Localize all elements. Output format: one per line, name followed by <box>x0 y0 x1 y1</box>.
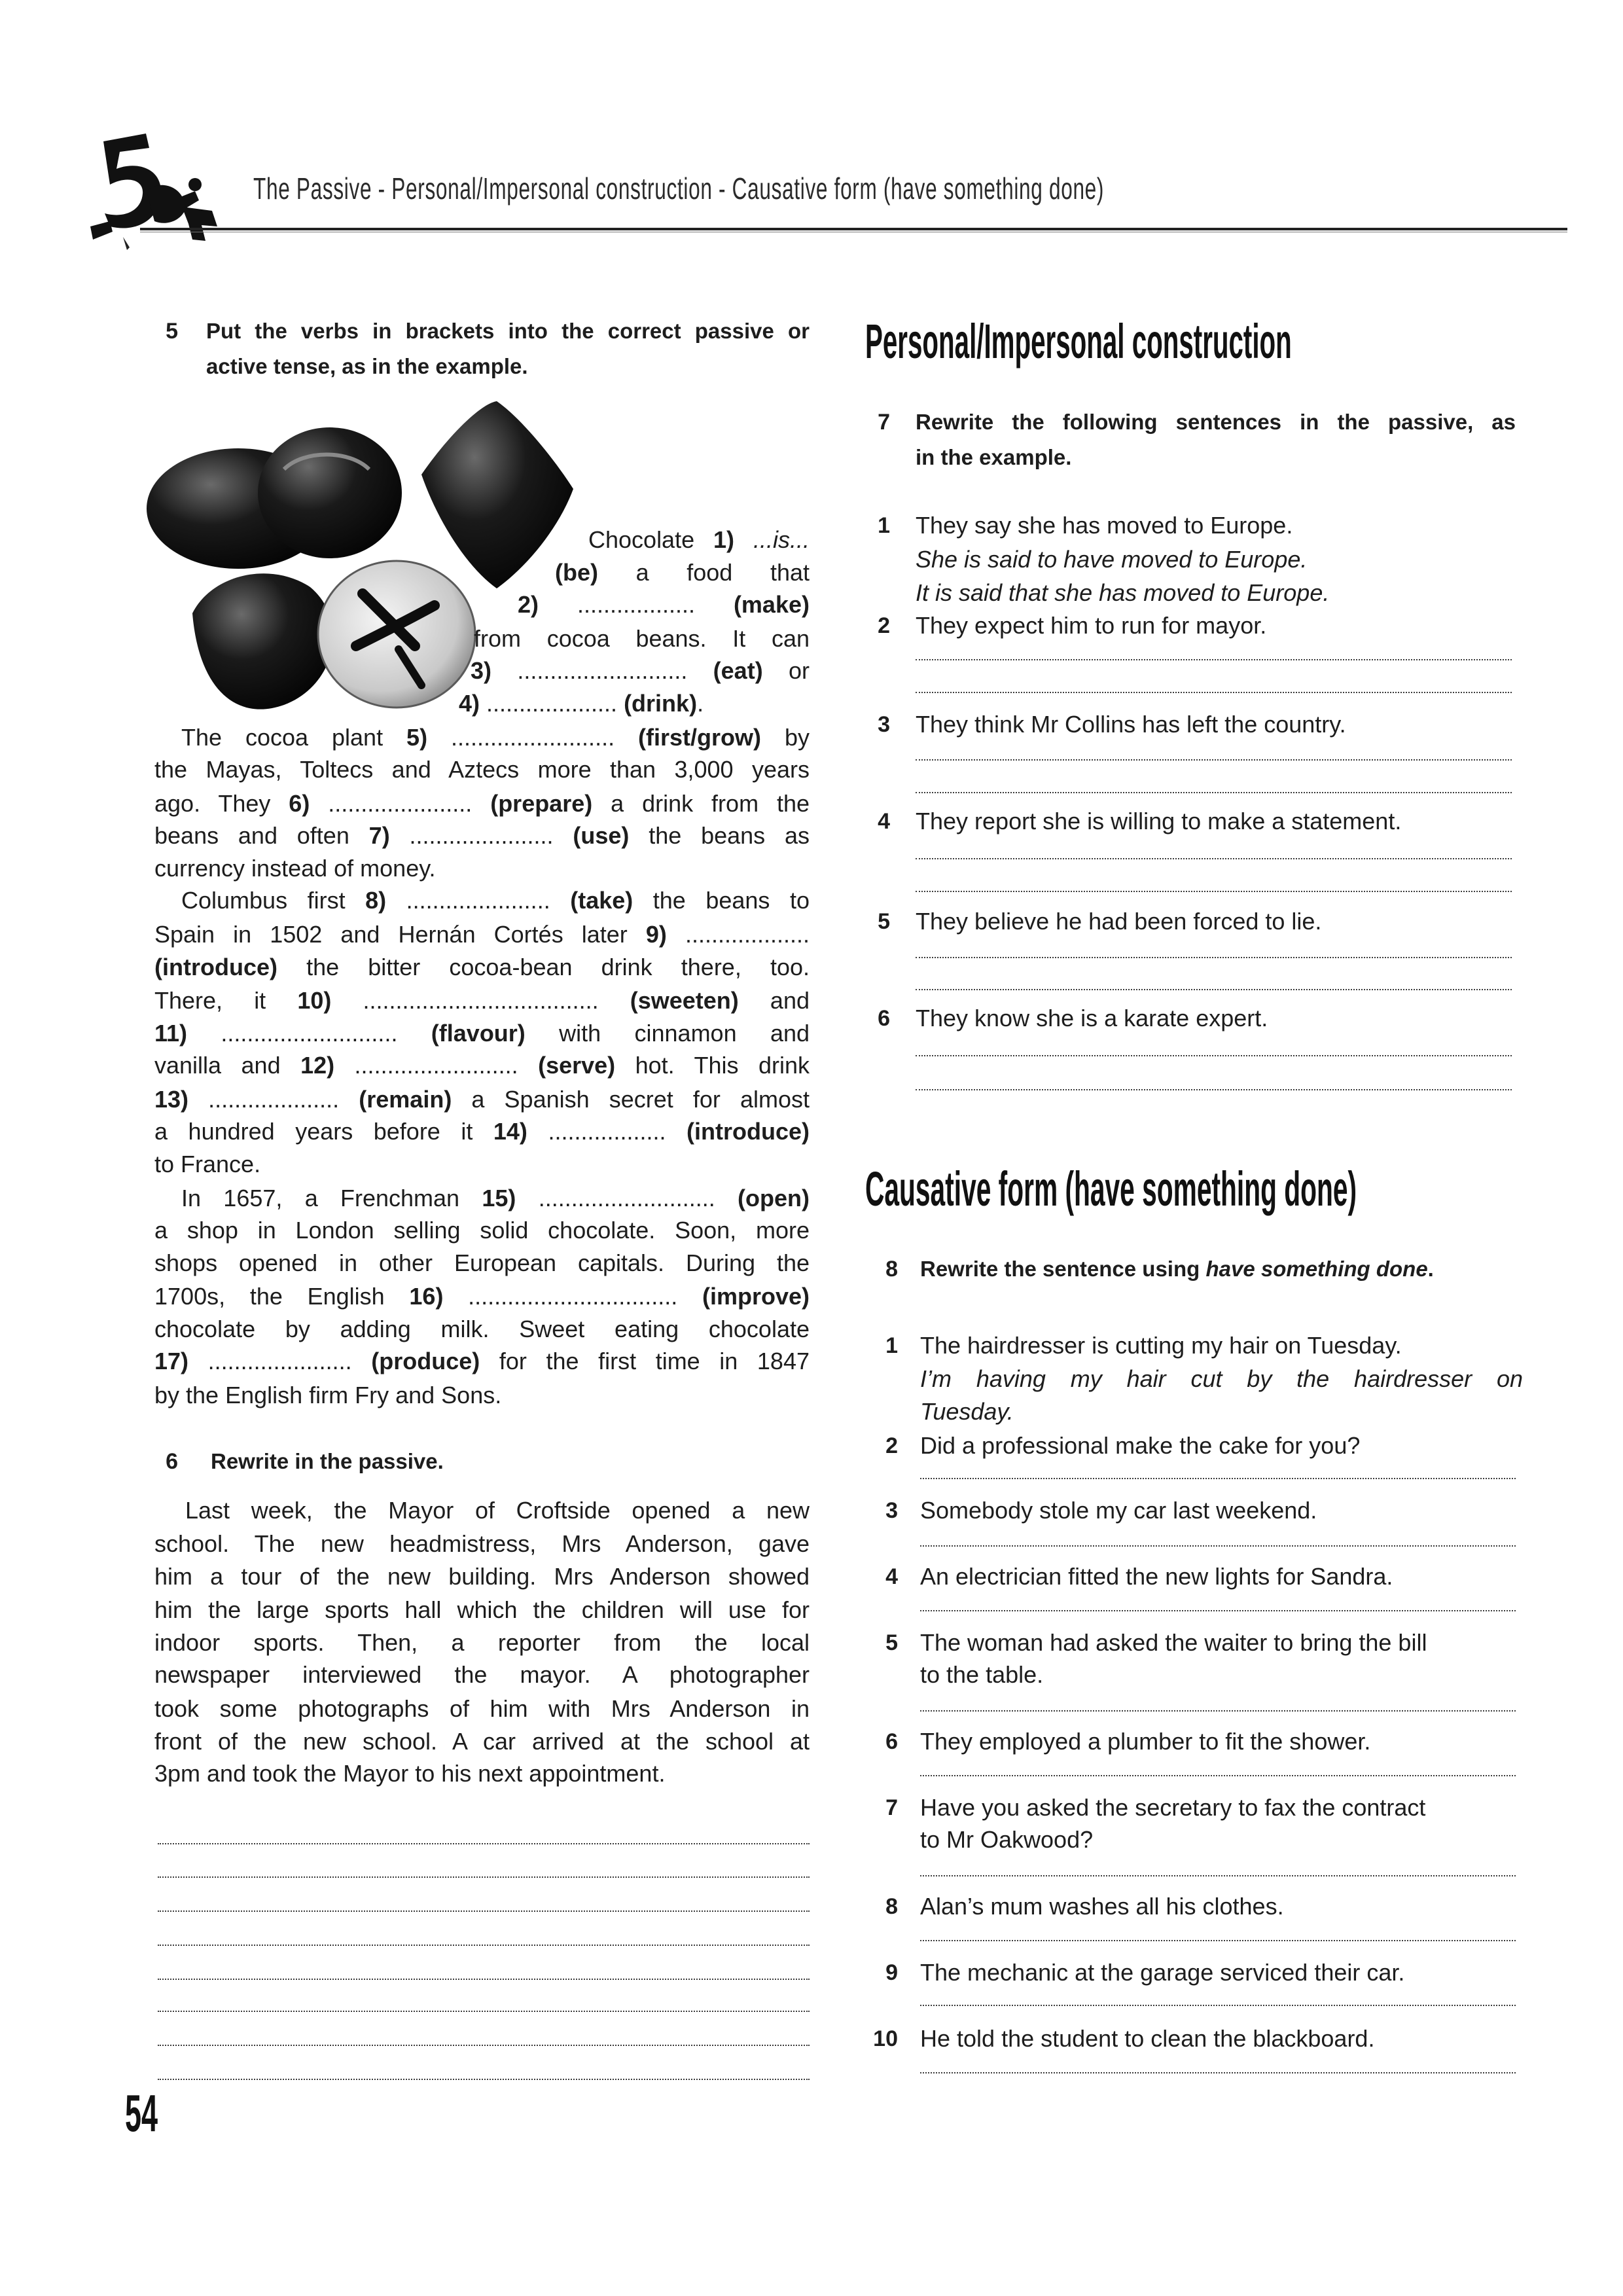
answer-line <box>916 1055 1512 1056</box>
text-run: 5) <box>406 724 428 751</box>
text-run: ...................... <box>188 1348 372 1374</box>
passage-line <box>154 1017 810 1050</box>
text-run: beans and often <box>154 822 369 849</box>
item-number: 6 <box>885 1729 898 1754</box>
item-sentence: Somebody stole my car last weekend. <box>920 1497 1317 1524</box>
answer-line <box>916 1089 1512 1090</box>
text-run: by <box>761 724 810 751</box>
item-number: 9 <box>885 1960 898 1985</box>
text-run: ................... <box>666 921 810 948</box>
exercise-6-number: 6 <box>166 1449 178 1474</box>
text-run: (make) <box>733 591 810 618</box>
page-number: 54 <box>125 2084 158 2142</box>
text-run: .................... <box>480 690 624 717</box>
text-run: (eat) <box>713 657 763 684</box>
passage-line <box>154 1313 810 1346</box>
text-run: ........................... <box>187 1020 431 1047</box>
item-sentence: They employed a plumber to fit the shower. <box>920 1728 1371 1755</box>
passage-line <box>154 787 810 820</box>
exercise-6-instruction: Rewrite in the passive. <box>211 1449 444 1473</box>
running-header-title: The Passive - Personal/Impersonal construction - Causative form (have something done) <box>253 171 1105 206</box>
text-run: with cinnamon and <box>525 1020 810 1047</box>
answer-line <box>916 858 1512 859</box>
text-run: 15) <box>482 1185 516 1211</box>
item-sentence: They think Mr Collins has left the country. <box>916 711 1346 738</box>
answer-line <box>158 1979 810 1980</box>
text-run <box>734 526 753 553</box>
text-run: from cocoa beans. It can <box>474 625 810 652</box>
text-run: (be) <box>555 559 598 586</box>
passage-line <box>154 1049 810 1082</box>
passage-line <box>555 556 810 589</box>
passage-line <box>154 951 810 984</box>
passage-line <box>154 852 810 885</box>
answer-line <box>916 759 1512 761</box>
exercise-5-number: 5 <box>166 319 178 344</box>
text-run: ...................... <box>389 822 573 849</box>
answer-line <box>920 1710 1516 1712</box>
text-run: .................... <box>188 1086 359 1113</box>
text-run: to France. <box>154 1151 261 1177</box>
text-run: 16) <box>409 1283 444 1310</box>
answer-line <box>920 1940 1516 1941</box>
text-run: 6) <box>289 790 310 817</box>
text-run: The cocoa plant <box>181 724 407 751</box>
paragraph-line: 3pm and took the Mayor to his next appointment. <box>154 1760 666 1787</box>
passage-line <box>181 1182 810 1215</box>
text-run: a Spanish secret for almost <box>452 1086 810 1113</box>
text-run: shops opened in other European capitals. During the <box>154 1249 810 1276</box>
text-run: (introduce) <box>154 954 277 980</box>
passage-line <box>154 1280 810 1313</box>
paragraph-line: Last week, the Mayor of Croftside opened a new <box>185 1497 810 1524</box>
exercise-8-instruction <box>920 1253 1523 1285</box>
text-run: 3) <box>471 657 492 684</box>
text-run: (prepare) <box>490 790 593 817</box>
text-run: hot. This drink <box>615 1052 810 1079</box>
text-run: (open) <box>738 1185 810 1211</box>
text-run: 4) <box>459 690 480 717</box>
exercise-5-instruction-line: Put the verbs in brackets into the correct passive or <box>206 319 810 343</box>
item-number: 4 <box>878 809 890 834</box>
text-run: 12) <box>300 1052 335 1079</box>
example-answer: I’m having my hair cut by the hairdresser on <box>920 1365 1523 1392</box>
text-run: (use) <box>573 822 630 849</box>
item-sentence: They say she has moved to Europe. <box>916 512 1293 539</box>
item-sentence: The woman had asked the waiter to bring the bill <box>920 1629 1427 1656</box>
answer-line <box>158 1843 810 1844</box>
text-run: ago. They <box>154 790 289 817</box>
answer-line <box>920 1610 1516 1611</box>
item-number: 3 <box>885 1498 898 1523</box>
answer-line <box>916 891 1512 892</box>
text-run: In 1657, a Frenchman <box>181 1185 482 1211</box>
passage-line <box>154 1083 810 1116</box>
text-run: (flavour) <box>431 1020 526 1047</box>
text-run: and <box>738 987 810 1014</box>
text-run: the beans as <box>629 822 810 849</box>
text-run: the beans to <box>633 887 810 914</box>
text-run: ...is... <box>753 526 810 553</box>
text-run: a shop in London selling solid chocolate. Soon, more <box>154 1217 810 1244</box>
item-number: 3 <box>878 712 890 737</box>
passage-line <box>154 984 810 1017</box>
item-sentence: They report she is willing to make a statement. <box>916 808 1402 834</box>
answer-line <box>920 2005 1516 2006</box>
section-heading-personal-impersonal: Personal/Impersonal construction <box>865 314 1292 368</box>
item-number: 2 <box>878 613 890 638</box>
answer-line <box>158 2079 810 2080</box>
text-run: (improve) <box>702 1283 810 1310</box>
passage-line <box>154 1379 810 1412</box>
passage-line <box>154 1247 810 1280</box>
item-number: 8 <box>885 1894 898 1919</box>
item-sentence: They know she is a karate expert. <box>916 1005 1268 1031</box>
text-run: 17) <box>154 1348 189 1374</box>
example-answer: Tuesday. <box>920 1398 1014 1425</box>
answer-line <box>916 989 1512 990</box>
text-run: .................. <box>527 1118 687 1145</box>
paragraph-line: front of the new school. A car arrived at the school at <box>154 1728 810 1755</box>
example-answer: It is said that she has moved to Europe. <box>916 579 1330 606</box>
passage-line <box>471 655 810 687</box>
text-run: vanilla and <box>154 1052 301 1079</box>
item-sentence: They believe he had been forced to lie. <box>916 908 1322 935</box>
answer-line <box>920 1875 1516 1876</box>
answer-line <box>158 2045 810 2046</box>
text-run: . <box>697 690 704 717</box>
answer-line <box>920 1478 1516 1479</box>
text-run: 13) <box>154 1086 189 1113</box>
text-run: There, it <box>154 987 298 1014</box>
section-heading-causative: Causative form (have something done) <box>865 1162 1357 1216</box>
text-run: (introduce) <box>687 1118 810 1145</box>
text-run: 9) <box>645 921 667 948</box>
text-run: ...................... <box>310 790 491 817</box>
text-run: .................. <box>539 591 734 618</box>
text-run: 7) <box>368 822 390 849</box>
answer-line <box>916 659 1512 660</box>
item-number: 5 <box>878 909 890 934</box>
answer-line <box>158 2011 810 2012</box>
text-run: a hundred years before it <box>154 1118 493 1145</box>
item-sentence: Alan’s mum washes all his clothes. <box>920 1893 1284 1920</box>
text-run: (first/grow) <box>638 724 762 751</box>
answer-line <box>916 957 1512 958</box>
text-run: (sweeten) <box>630 987 739 1014</box>
exercise-5-instruction-line: active tense, as in the example. <box>206 354 528 378</box>
text-run: Chocolate <box>588 526 714 553</box>
item-sentence: to Mr Oakwood? <box>920 1826 1094 1853</box>
text-run: .................................... <box>331 987 630 1014</box>
item-number: 7 <box>885 1795 898 1820</box>
text-run: the Mayas, Toltecs and Aztecs more than 3,000 years <box>154 756 810 783</box>
answer-line <box>920 1545 1516 1547</box>
text-run: a drink from the <box>592 790 810 817</box>
paragraph-line: him the large sports hall which the children will use for <box>154 1596 810 1623</box>
text-run: Spain in 1502 and Hernán Cortés later <box>154 921 646 948</box>
passage-line <box>588 524 810 556</box>
item-sentence: to the table. <box>920 1661 1044 1688</box>
text-run: for the first time in 1847 <box>480 1348 810 1374</box>
paragraph-line: him a tour of the new building. Mrs Anderson showed <box>154 1563 810 1590</box>
passage-line <box>154 1345 810 1378</box>
item-sentence: Have you asked the secretary to fax the contract <box>920 1794 1426 1821</box>
text-run: (remain) <box>359 1086 452 1113</box>
text-run: .......................... <box>491 657 713 684</box>
text-run: ......................... <box>427 724 639 751</box>
text-run: currency instead of money. <box>154 855 436 882</box>
text-run: Columbus first <box>181 887 366 914</box>
exercise-7-instruction-line: in the example. <box>916 445 1072 469</box>
text-run: 1) <box>713 526 735 553</box>
text-run: (drink) <box>624 690 698 717</box>
item-number: 6 <box>878 1006 890 1031</box>
paragraph-line: newspaper interviewed the mayor. A photographer <box>154 1661 810 1688</box>
text-run: ........................... <box>516 1185 738 1211</box>
answer-line <box>916 792 1512 793</box>
answer-line <box>920 2072 1516 2073</box>
passage-line <box>154 819 810 852</box>
answer-line <box>158 1945 810 1946</box>
header-rule <box>140 228 1567 230</box>
text-run: Rewrite the sentence using <box>920 1257 1206 1281</box>
answer-line <box>920 1775 1516 1776</box>
text-run: 14) <box>493 1118 527 1145</box>
item-sentence: He told the student to clean the blackboard. <box>920 2025 1375 2052</box>
answer-line <box>158 1910 810 1912</box>
passage-line <box>518 588 810 621</box>
text-run: by the English firm Fry and Sons. <box>154 1382 502 1408</box>
paragraph-line: indoor sports. Then, a reporter from the local <box>154 1629 810 1656</box>
item-sentence: Did a professional make the cake for you? <box>920 1432 1361 1459</box>
item-sentence: They expect him to run for mayor. <box>916 612 1267 639</box>
paragraph-line: school. The new headmistress, Mrs Anderson, gave <box>154 1530 810 1557</box>
item-number: 4 <box>885 1564 898 1589</box>
item-sentence: An electrician fitted the new lights for Sandra. <box>920 1563 1393 1590</box>
answer-line <box>158 1876 810 1878</box>
passage-line <box>459 687 810 720</box>
text-run: 8) <box>365 887 387 914</box>
text-run: ...................... <box>386 887 571 914</box>
text-run: ......................... <box>334 1052 539 1079</box>
item-number: 10 <box>873 2026 898 2051</box>
text-run: 10) <box>297 987 332 1014</box>
passage-line <box>154 1115 810 1148</box>
exercise-8-number: 8 <box>885 1257 898 1282</box>
item-number: 1 <box>885 1333 898 1358</box>
text-run: a food that <box>598 559 810 586</box>
exercise-7-number: 7 <box>878 410 890 435</box>
text-run: chocolate by adding milk. Sweet eating chocolate <box>154 1316 810 1342</box>
passage-line <box>474 622 810 655</box>
passage-line <box>154 1214 810 1247</box>
item-number: 1 <box>878 513 890 538</box>
exercise-7-instruction-line: Rewrite the following sentences in the passive, as <box>916 410 1516 434</box>
answer-line <box>916 692 1512 693</box>
text-run: (produce) <box>371 1348 480 1374</box>
text-run: 2) <box>518 591 539 618</box>
passage-line <box>154 753 810 786</box>
passage-line <box>181 884 810 917</box>
passage-line <box>154 918 810 951</box>
unit-number-logo <box>84 128 228 253</box>
text-run: 11) <box>154 1020 188 1047</box>
item-sentence: The mechanic at the garage serviced their car. <box>920 1959 1405 1986</box>
text-run: or <box>762 657 810 684</box>
paragraph-line: took some photographs of him with Mrs Anderson in <box>154 1695 810 1722</box>
text-run: 1700s, the English <box>154 1283 410 1310</box>
example-answer: She is said to have moved to Europe. <box>916 546 1308 573</box>
passage-line <box>154 1148 810 1181</box>
item-sentence: The hairdresser is cutting my hair on Tuesday. <box>920 1332 1402 1359</box>
item-number: 5 <box>885 1630 898 1655</box>
text-run: have something done <box>1205 1257 1428 1281</box>
text-run: (take) <box>570 887 633 914</box>
text-run: . <box>1427 1257 1434 1281</box>
text-run: (serve) <box>538 1052 616 1079</box>
text-run: the bitter cocoa-bean drink there, too. <box>277 954 810 980</box>
item-number: 2 <box>885 1433 898 1458</box>
text-run: ................................ <box>443 1283 702 1310</box>
passage-line <box>181 721 810 754</box>
